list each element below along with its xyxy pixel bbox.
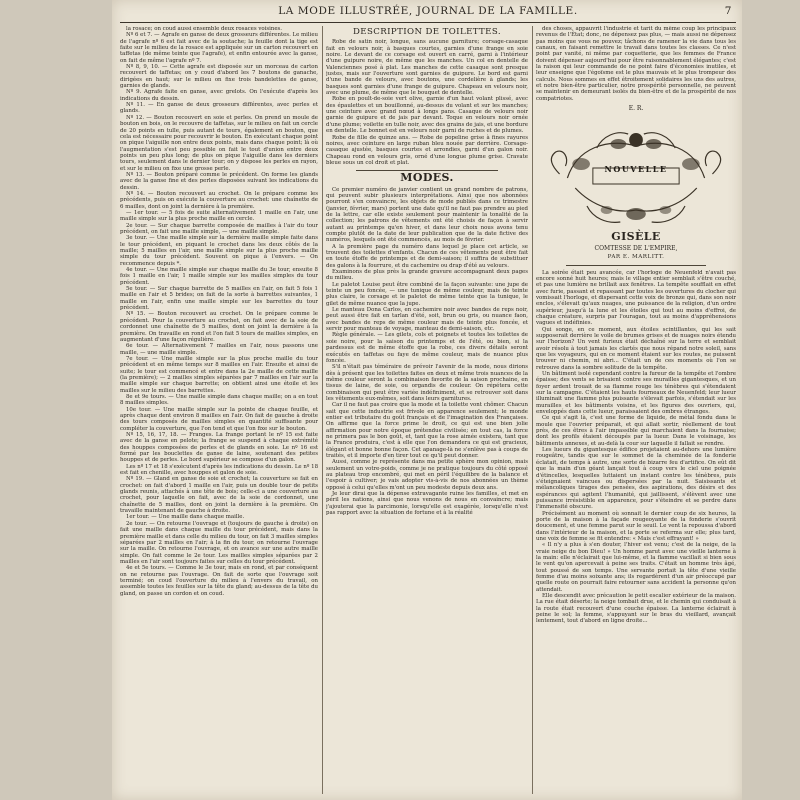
column-left bbox=[120, 26, 318, 796]
paragraph: Les lueurs du gigantesque édifice projetaient au-dehors une lumière rougeâtre, tandis que sur le sommet de la cheminée de la fonderie éclatait, de temps à autre, une sorte de bizarre feu d'artifice. On eût dit que la main d'un géant lançait tout à coup vers le ciel une poignée d'étincelles, lesquelles luttaient un instant contre les ténèbres, puis s'éteignaient vaincues ou dispersées par la nuit. Saisissants et mélancoliques tirages des pensées, des aspirations, des désirs et des espérances qui agitent l'humanité, qui jaillissent, s'élèvent avec une puissance irrésistible en apparence, pour s'éteindre et se perdre dans l'immensité obscure. bbox=[536, 447, 736, 511]
paragraph: Je leur dirai que la dépense extravagante ruine les familles, et met en péril les nations, ainsi que nous venons de nous en convaincre; mais j'ajouterai que la parcimonie, lorsqu'elle est exagérée, lorsqu'elle n'est pas rapport avec la situation de fortune et à la réalité bbox=[326, 491, 528, 517]
paragraph: Nº 14. — Bouton recouvert au crochet. On le prépare comme les précédents, puis on exécute la couverture au crochet: une chaînette de 6 mailles, dont on joint la dernière à la première. bbox=[120, 190, 318, 210]
story-subtitle: COMTESSE DE L'EMPIRE, bbox=[594, 244, 678, 252]
paragraph: Ce qui s'agit là, c'est une forme de liquide, de métal fondu dans le moule que l'ouvrier préparait, et qui allait sortir, réellement de tout près, de ces êtres à l'air impassible qui marchaient dans la fournaise; dont les profils étaient découpés par la lueur. Dans le voisinage, les bâtiments annexes, et au-delà la cour sur laquelle il fallait se rendre. bbox=[536, 415, 736, 447]
ornament-illustration bbox=[538, 118, 734, 230]
paragraph: 4e tour. — Une maille simple sur chaque maille du 3e tour, ensuite 8 fois 1 maille en l'air, 1 maille simple sur les mailles simples du tour précédent. bbox=[120, 267, 318, 286]
paragraph: A la première page du numéro dans lequel je place cet article, se trouvent des toilettes d'enfants. Chacun de ces vêtements peut être fait en toute étoffe de printemps et de demi-saison; il suffira de substituer des galons à la fourrure, et du cachemire ou drap d'été au velours. bbox=[326, 243, 528, 269]
story-title: GISÈLE bbox=[611, 230, 661, 244]
column-divider-2 bbox=[532, 26, 533, 794]
paragraph: 3e tour. — Une maille simple sur la dernière maille simple faite dans le tour précédent, en piquant le crochet dans les deux côtés de la maille; 5 mailles en l'air, une maille simple sur la plus proche maille simple du tour précédent. Souvent on pique à l'envers. — On recommence depuis *. bbox=[120, 235, 318, 267]
paragraph: Nº 19. — Gland en ganse de soie et crochet; la couverture se fait en crochet: on fait d'abord 1 maille en l'air, puis un double tour de petits glands reunis, attachés à une tête de bois; celle-ci a une couverture au crochet, pour laquelle on fait, avec de la soie de cordonnet, une chaînette de 5 mailles, dont on joint la dernière à la première. On travaille maintenant de gauche à droite. bbox=[120, 476, 318, 515]
paragraph: Examinons de plus près la grande gravure accompagnant deux pages du milieu. bbox=[326, 269, 528, 282]
section-heading-modes: MODES. bbox=[400, 171, 454, 185]
paragraph: Le manteau Dona Carlos, en cachemire noir avec bandes de reps noir, peut aussi être fait en tarlan d'été, soit, brun ou gris, ou nuance faon, avec bandes de reps de même couleur mais de teinte plus foncée, et servir pour manteau de voyage, manteau de demi-saison, etc. bbox=[326, 307, 528, 333]
column-right bbox=[536, 26, 736, 796]
paragraph: S'il n'était pas téméraire de prévoir l'avenir de la mode, nous dirions dès à présent que les toilettes faites en deux et même trois nuances de la même couleur seront la combinaison favorite de la saison prochaine, en tissus de laine, de soie, ou organdis de couleur. On répétera cette combinaison qui peut être variée indéfiniment, et se retrouver soit dans les vêtements eux-mêmes, soit dans leurs garnitures. bbox=[326, 364, 528, 402]
journal-title: LA MODE ILLUSTRÉE, JOURNAL DE LA FAMILLE. bbox=[278, 5, 578, 17]
paragraph: 4e et 5e tours. — Comme le 3e tour, mais en rond, et par conséquent on ne retourne pas l'ouvrage. On fait de sorte que l'ouvrage soit terminé; on coud l'ouverture du milieu à l'envers du travail, on assemble toutes les feuilles sur la tête du gland; au-dessus de la tête du gland, on passe un cordon et on coud. bbox=[120, 565, 318, 597]
paragraph: Ce premier numéro de janvier contient un grand nombre de patrons, qui peuvent subir plusieurs interprétations. Ainsi que nos abonnées pourront s'en convaincre, les objets de mode publiés dans ce trimestre (janvier, février, mars) portent une date qu'il ne faut pas prendre au pied de la lettre, car elle existe seulement pour maintenir la tonalité de la collection; les patrons de vêtements ont été choisis de façon à servir autant au printemps qu'en hiver, et dans leur choix nous avons tenu compte plutôt de la date de leur publication que de la date fictive des numéros, lesquels ont été commencés, au mois de février. bbox=[326, 186, 528, 244]
paragraph: Nº 11. — En ganse de deux grosseurs différentes, avec perles et glands. bbox=[120, 102, 318, 115]
section-heading-toilettes: DESCRIPTION DE TOILETTES. bbox=[353, 27, 501, 37]
paragraph: Robe de fille de quinze ans. — Robe de popeline grise à fines rayures noires, avec ceinture en large ruban bleu nouée par derrière. Corsage-casaque ajustée, basques courtes et arrondies, garni d'un galon noir. Chapeau rond en velours gris, orné d'une longue plume grise. Cravate bleue sous un col droit et plat. bbox=[326, 134, 528, 166]
story-rule bbox=[566, 265, 706, 266]
paragraph: la rosace; on coud aussi ensemble deux rosaces voisines. bbox=[126, 26, 282, 32]
story-author: PAR E. MARLITT. bbox=[607, 254, 665, 261]
column-middle bbox=[326, 26, 528, 796]
paragraph: Nº 15, 16, 17, 18. — Franges. La frange portant le nº 15 est faite avec de la ganse en pelote; la frange se suspend à chaque extrémité des houppes composées de perles et de glands en soie. Le nº 16 est formé par les bouclettes de ganse de laine, soutenant des petites houppes et de perles. Le bord supérieur se compose d'un galon. bbox=[120, 432, 318, 464]
paragraph: 2e tour. — On retourne l'ouvrage et (toujours de gauche à droite) on fait une maille dans chaque maille du tour précédent, mais dans la première maille et dans celle du milieu du tour, on fait 3 mailles simples séparées par 2 mailles en l'air; à la fin du tour, on retourne l'ouvrage sur la maille. On retourne l'ouvrage, et on avance sur une autre maille simple. On fait comme le 2e tour. Les mailles simples séparées par 2 mailles en l'air sont toujours faites sur celles du tour précédent. bbox=[120, 520, 318, 565]
paragraph: Robe de satin noir, longue, sans aucune garniture; corsage-casaque fait en velours noir, à basques courtes, garnies d'une frange en soie noire. Le devant de ce corsage est ouvert en carré, garni à l'intérieur d'une guipure noire, de même que les manches. Un col en dentelle de Valenciennes posé à plat. Les manches de cette casaque sont presque justes, mais sur l'ouverture sont garnies de guipure. Le bord est garni d'une bande de velours, avec boutons, une cordelière à glands; les basques sont garnies d'une frange de guipure. Chapeau en velours noir, avec une plume, de même que le bouquet de dentelle. bbox=[326, 39, 528, 97]
paragraph: 6e tour. — Alternativement 7 mailles en l'air, nous passons une maille, — une maille simple. bbox=[120, 343, 318, 356]
paragraph: 10e tour. — Une maille simple sur la pointe de chaque feuille, et après chaque dent environ 8 mailles en l'air. On fait de gauche à droite des tours composés de mailles simples en quantité suffisante pour compléter la couverture, que l'on tend et que l'on fixe sur le bouton. bbox=[120, 406, 318, 432]
paragraph: Nº 13. — Bouton préparé comme le précédent. On forme les glands avec de la ganse fine et des perles disposées suivant les indications du dessin. bbox=[120, 171, 318, 191]
paragraph: Un bâtiment isolé cependant contre la fureur de la tempête et l'ombre épaisse; des vents se brisaient contre ses murailles gigantesques, et un foyer ardent trouait de sa flamme rouge les ténèbres qui s'étendaient sur la campagne. C'étaient les hauts fourneaux de Neuenfeld; leur lueur illuminait une flamme plus puissante s'élevait parfois, s'étendait sur les murailles et les bâtiments voisins, et les figures des ouvriers, qui, enveloppés dans cette lueur, paraissaient des ombres étranges. bbox=[536, 371, 736, 416]
ornament-label: NOUVELLE bbox=[604, 164, 668, 175]
paragraph: Car il ne faut pas croire que la mode et la toilette vont chômer. Chacun sait que cette industrie est frivole en apparence seulement; le monde entier est tributaire du goût français et de l'imagination des Françaises. On affirme que la force prime le droit, ce qui est une bien jolie affirmation pour notre époque prétendue civilisée; en tout cas, la force ne primera pas le bon goût, et, tant que la rose aimée existera, tant que la France produira, c'est à elle que l'on demandera ce qui est gracieux, élégant et bonne bonne façon. Cet apanage-là ne s'enlève pas à coups de traités, et il importe d'en tirer tout ce qu'il peut donner. bbox=[326, 402, 528, 459]
signature: E. R. bbox=[628, 105, 644, 113]
nouvelle-ornament bbox=[538, 118, 734, 230]
paragraph: « Il n'y a plus à s'en douter, l'hiver est venu; c'est de la neige, de la vraie neige du bon Dieu! » Un homme parut avec une vieille lanterne à la main: elle n'éclairait que lui-même, et la flamme vacillait si bien sous le vent qu'on apercevait à peine ses traits. C'était un homme très âgé, tout poussé de son temps. Une servante portait la tête d'une vieille femme d'au moins soixante ans; ils regardèrent d'un air préoccupé par quelle route on pourrait faire retourner sans accident la personne qu'on attendait. bbox=[536, 542, 736, 593]
paragraph: Précisément au moment où sonnait le dernier coup de six heures, la porte de la maison à la façade rougeoyante de la fonderie s'ouvrit doucement, et une femme parut sur le seuil. Le vent la repoussa d'abord dans l'intérieur de la maison, et la porte se referma sur elle; plus tard, une voix de femme se fit entendre: « Mais c'est effrayant! » bbox=[536, 510, 736, 542]
paragraph: 2e tour. — Sur chaque barrette composée de mailles à l'air du tour précédent, on fait une maille simple, — une maille simple. bbox=[120, 222, 318, 235]
paragraph: 1er tour. — Une maille dans chaque maille. bbox=[126, 514, 245, 521]
paragraph: Elle descendit avec précaution le petit escalier extérieur de la maison. La rue était déserte; la neige tombait drue, et le chemin qui conduisait à la route était recouvert d'une couche épaisse. La lanterne éclairait à peine le sol; la femme, s'appuyant sur le bras du vieillard, avançait lentement, tout d'abord en ligne droite... bbox=[536, 593, 736, 625]
paragraph: Robe en poult-de-soie vert olive, garnie d'un haut volant plissé, avec des épaulettes et un bouillonné, au-dessus du volant et sur les manches; une ceinture avec grand nœud à longs pans. Casaque de velours noir garnie de guipure et de jais par devant. Toque en velours noir ornée d'une plume; voilette en tulle noir, avec des grains de jais, et une bordure en dentelle. Le bonnet est en velours noir garni de ruches et de plumes. bbox=[326, 96, 528, 135]
column-divider-1 bbox=[322, 26, 323, 794]
paragraph: 7e tour. — Une maille simple sur la plus proche maille du tour précédent et en même temps sur 8 mailles en l'air. Ensuite et ainsi de suite; le tour est commencé et entre dans la 2e maille de cette maille (la première); — 2 mailles simples séparées par 7 mailles en l'air sur la maille simple sur chaque barrette; on obtient ainsi une étoile et les mailles sur le milieu des barrettes. bbox=[120, 355, 318, 394]
paragraph: Aussi, comme je représente dans ma petite sphère mon opinion, mais seulement un votre-poids, comme je ne pratique toujours du côté opposé au plateau trop encombré, qui met en péril l'équilibre de la balance et l'espoir à cultiver; je vais adopter vis-à-vis de nos abonnées un thème opposé à celui qu'elles m'ont un peu modeste depuis deux ans. bbox=[326, 459, 528, 491]
paragraph: Nº 9. Agrafe faite en ganse, avec grelots. On l'exécute d'après les indications du dessin. bbox=[120, 89, 318, 102]
paragraph: Nº 12. — Bouton recouvert en soie et perles. On prend un moule de bouton en bois, on le recouvre de taffetas, sur le milieu on fait un cercle de 20 points en tulle, puis autant de tours, également en bouton, que cela est nécessaire pour recouvrir le bouton. En exécutant chaque point on pique l'aiguille non entre deux points, mais dans chaque point; là où l'augmentation s'est peu possible on fait le tout d'union entre deux points un peu plus long; de plus on pique l'aiguille dans les derniers tours, seulement dans le dernier tour; on y dispose les perles en rayon, et sur le milieu on fixe une grosse perle. bbox=[120, 114, 318, 172]
newspaper-page bbox=[112, 0, 742, 800]
paragraph: Nº 15. — Bouton recouvert au crochet. On le prépare comme le précédent. Pour la couverture au crochet, on fait avec de la soie de cordonnet une chaînette de 5 mailles, dont on joint la dernière à la première. On travaille en rond et l'on fait 5 tours de mailles simples, en augmentant d'une façon régulière. bbox=[120, 311, 318, 343]
paragraph: Les nº 17 et 18 s'exécutent d'après les indications du dessin. Le nº 18 est fait en chenille, avec houppes et galon de soie. bbox=[120, 463, 318, 477]
running-header bbox=[120, 5, 736, 23]
paragraph: La soirée était peu avancée, car l'horloge de Neuenfeld n'avait pas encore sonné huit heures; mais le village entier semblait s'être couché, et pas une lumière ne brillait aux fenêtres. La tempête soufflait en effet avec furie, passant et repassant par toutes les ouvertures du clocher qui vomissait l'horloge, et dispersant cette voix de bronze qui, dans son noir enclos, s'élevait qu'aux nuages, une puissance de la religion, d'un ordre supérieur, jusqu'à la lune et les étoiles qui tout au moins d'effroi, de chaque créature, surpris par l'ouragan, tout au moins d'appréhensions vagues et indéfinies. bbox=[536, 269, 736, 327]
paragraph: Le paletot Louise peut être combiné de la façon suivante: une jupe de teinte un peu foncée, — une tunique de même couleur, mais de teinte plus claire, le corsage et le paletot de même teinte que la tunique, le gilet de même nuance que la jupe. bbox=[326, 281, 528, 307]
header-rule bbox=[120, 22, 736, 23]
paragraph: des choses, appauvrit l'industrie et tarit du même coup les principaux revenus de l'État; donc, ne dépensez pas plus, — mais aussi ne dépensez pas moins que vous ne pouvez; tâchons de ramener la vie dans tous les canaux, en faisant remettre le travail dans toutes les classes. Ce n'est point par vanité, ni même par coquetterie, que les femmes de France doivent dépenser aujourd'hui pour être raisonnablement élégantes; c'est la raison qui leur commande de ne point faire d'économies inutiles, et leur enseigne que l'égoïsme est le plus mauvais et le plus trompeur des calculs. Nous sommes en effet étroitement solidaires les uns des autres, et notre bien-être particulier, notre prospérité personnelle, ne peuvent se maintenir en demeurant isolés du bien-être et de la prospérité de nos compatriotes. bbox=[536, 26, 736, 102]
paragraph: 5e tour. — Sur chaque barrette de 5 mailles en l'air, on fait 5 fois 1 maille en l'air et 5 brides; on fait de la sorte à barrettes suivantes, 1 maille en l'air, enfin une maille simple sur les barrettes du tour précédent. bbox=[120, 286, 318, 312]
paragraph: — 1er tour. — 5 fois de suite alternativement 1 maille en l'air, une maille simple sur la plus proche maille en cercle. bbox=[120, 209, 318, 223]
paragraph: 8e et 9e tours. — Une maille simple dans chaque maille; on a en tout 8 mailles simples. bbox=[120, 393, 318, 407]
paragraph: Nº 6 et 7. — Agrafe en ganse de deux grosseurs différentes. Le milieu de l'agrafe nº 6 est fait avec de la soutache; la feuille dont la tige est faite sur le milieu de la rosace est appliquée sur un carton recouvert en taffetas (de même teinte que l'agrafe), et enfin entourée avec la ganse, on fait de même l'agrafe nº 7. bbox=[120, 32, 318, 64]
page-number: 7 bbox=[724, 5, 732, 17]
paragraph: Qui songe, en ce moment, aux étoiles scintillantes, qui les sait supposerait derrière le voile de brumes grises et de nuages noirs étendu sur l'horizon? Un vent furieux était déchaîné sur la terre et semblait avoir résolu à tout jamais les clartés que nous répand notre soleil, sans que les voyageurs, qui en ce moment étaient sur les routes, ne puissent trouver ni chemin, ni abri... C'était un de ces moments où l'on se retrouve dans la sombre solitude de la tempête. bbox=[536, 326, 736, 371]
paragraph: Règle générale. — Les gilets, cols et poignets et toutes les toilettes de soie noire, pour la saison du printemps et de l'été, ou bien, si la pardessus est de même étoffe que la robe, ces divers détails seront exécutés en taffetas ou faye de même couleur, mais de nuance plus foncée. bbox=[326, 332, 528, 364]
paragraph: Nº 8, 9, 10. — Cette agrafe est disposée sur un morceau de carton recouvert de taffetas; on y coud d'abord les 7 boutons de ganache, dirigées en haut; sur le milieu on fixe trois bandelettes de ganse, garnies de glands. bbox=[120, 64, 318, 90]
